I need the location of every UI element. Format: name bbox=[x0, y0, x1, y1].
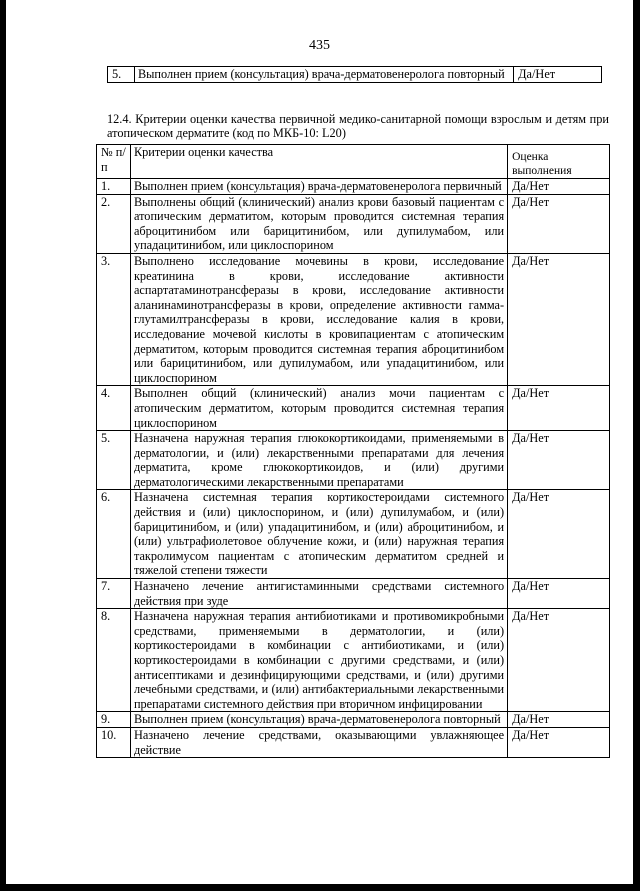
table-row bbox=[97, 253, 610, 385]
evaluation-cell: Да/Нет bbox=[508, 490, 610, 579]
evaluation-cell: Да/Нет bbox=[508, 712, 610, 728]
table-row bbox=[97, 179, 610, 195]
row-number: 6. bbox=[97, 490, 131, 579]
row-number: 9. bbox=[97, 712, 131, 728]
evaluation-cell: Да/Нет bbox=[508, 194, 610, 253]
header-num: № п/п bbox=[97, 145, 131, 179]
row-number: 7. bbox=[97, 579, 131, 609]
row-number: 8. bbox=[97, 609, 131, 712]
row-number: 5. bbox=[97, 431, 131, 490]
document-page bbox=[6, 0, 633, 884]
criterion-cell: Назначено лечение антигистаминными средствами системного действия при зуде bbox=[130, 579, 507, 609]
evaluation-cell: Да/Нет bbox=[514, 67, 602, 83]
criterion-cell: Выполнен прием (консультация) врача-дерматовенеролога первичный bbox=[130, 179, 507, 195]
criterion-cell: Назначена наружная терапия антибиотиками и противомикробными средствами, применяемыми в дерматологии, и (или) кортикостероидами в комбинации с антибиотиками, и (или) кортикостероидами в комбинации с другими средствами, и (или) антисептиками и дезинфицирующими средствами, и (или) другими лечебными средствами, и (или) антибактериальными лекарственными препаратами системного действия при вторичном инфицировании bbox=[130, 609, 507, 712]
criterion-cell: Выполнен прием (консультация) врача-дерматовенеролога повторный bbox=[134, 67, 513, 83]
evaluation-cell: Да/Нет bbox=[508, 727, 610, 757]
row-number: 5. bbox=[108, 67, 135, 83]
header-criterion: Критерии оценки качества bbox=[130, 145, 507, 179]
evaluation-cell: Да/Нет bbox=[508, 386, 610, 431]
header-row bbox=[97, 145, 610, 179]
table-row bbox=[97, 609, 610, 712]
criterion-cell: Назначена наружная терапия глюкокортикоидами, применяемыми в дерматологии, и (или) лекарственными препаратами для лечения дерматита, кроме глюкокортикоидов, и (или) другими дерматологическими лекарственными препаратами bbox=[130, 431, 507, 490]
evaluation-cell: Да/Нет bbox=[508, 609, 610, 712]
table-row bbox=[97, 431, 610, 490]
scan-edge bbox=[633, 0, 640, 891]
row-number: 4. bbox=[97, 386, 131, 431]
evaluation-cell: Да/Нет bbox=[508, 431, 610, 490]
criterion-cell: Выполнен общий (клинический) анализ мочи пациентам с атопическим дерматитом, которым проводится системная терапия циклоспорином bbox=[130, 386, 507, 431]
evaluation-cell: Да/Нет bbox=[508, 179, 610, 195]
table-row bbox=[97, 579, 610, 609]
header-evaluation: Оценка выполнения bbox=[508, 145, 610, 179]
row-number: 10. bbox=[97, 727, 131, 757]
criterion-cell: Назначена системная терапия кортикостероидами системного действия и (или) циклоспорином, и (или) дупилумабом, и (или) барицитинибом, и (или) упадацитинибом, и (или) аброцитинибом, и (или) ультрафиолетовое облучение кожи, и (или) наружная терапия такролимусом пациентам с атопическим дерматитом средней и тяжелой степени тяжести bbox=[130, 490, 507, 579]
table-row bbox=[97, 194, 610, 253]
table-row bbox=[97, 490, 610, 579]
criterion-cell: Выполнены общий (клинический) анализ крови базовый пациентам с атопическим дерматитом, которым проводится системная терапия аброцитинибом или барицитинибом, или дупилумабом, или упадацитинибом, или циклоспорином bbox=[130, 194, 507, 253]
row-number: 3. bbox=[97, 253, 131, 385]
row-number: 1. bbox=[97, 179, 131, 195]
criterion-cell: Выполнен прием (консультация) врача-дерматовенеролога повторный bbox=[130, 712, 507, 728]
table-row bbox=[97, 712, 610, 728]
table-row bbox=[97, 386, 610, 431]
table-row bbox=[108, 67, 602, 83]
row-number: 2. bbox=[97, 194, 131, 253]
table-row bbox=[97, 727, 610, 757]
page-number: 435 bbox=[309, 38, 330, 53]
criteria-table bbox=[96, 144, 610, 758]
evaluation-cell: Да/Нет bbox=[508, 579, 610, 609]
criterion-cell: Выполнено исследование мочевины в крови, исследование креатинина в крови, исследование активности аспартатаминотрансферазы в крови, исследование активности аланинаминотрансферазы в крови, определение активности гамма-глутамилтрансферазы в крови, исследование калия в крови, исследование мочевой кислоты в кровипациентам с атопическим дерматитом, которым проводится системная терапия аброцитинибом или барицитинибом, или дупилумабом, или упадацитинибом, или циклоспорином bbox=[130, 253, 507, 385]
criterion-cell: Назначено лечение средствами, оказывающими увлажняющее действие bbox=[130, 727, 507, 757]
section-title: 12.4. Критерии оценки качества первичной медико-санитарной помощи взрослым и детям при атопическом дерматите (код по МКБ-10: L20) bbox=[107, 112, 609, 141]
evaluation-cell: Да/Нет bbox=[508, 253, 610, 385]
top-table bbox=[107, 66, 602, 83]
